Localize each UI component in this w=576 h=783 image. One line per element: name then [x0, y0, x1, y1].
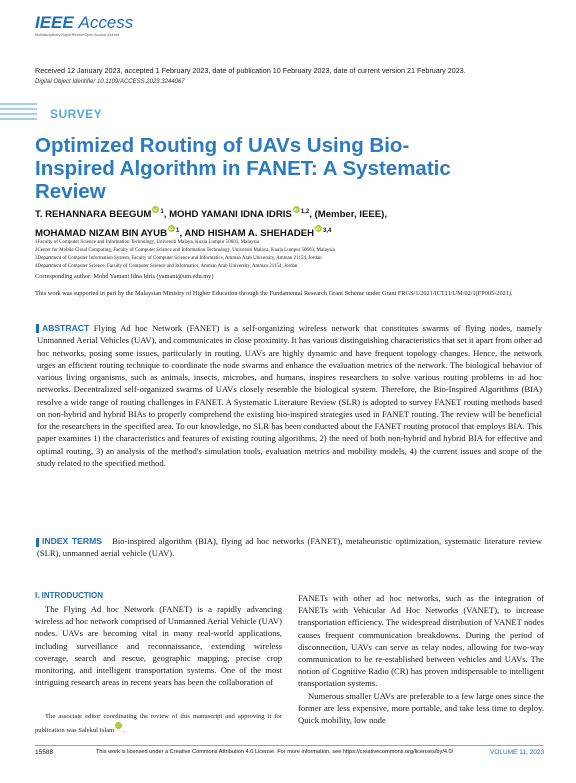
section-heading: I. INTRODUCTION	[35, 591, 103, 600]
body-paragraph: FANETs with other ad hoc networks, such as the integration of FANETs with Vehicular Ad Hoc Networks (VANET), to increase transportation efficiency. The widespread distribution of VANET nodes causes frequent communication breakdowns. During the period of disconnection, UAVs can serve as relay nodes, allowing for two-way communication to be re-established between vehicles and UAVs. The notion of Cognitive Radio (CR) has proven indispensable to intelligent transportation systems.	[298, 593, 544, 689]
license-notice[interactable]: This work is licensed under a Creative Commons Attribution 4.0 License. For more information, see https://creativecommons.org/licenses/by/4.0/	[96, 749, 454, 755]
orcid-icon[interactable]	[168, 225, 175, 232]
article-type-label: SURVEY	[50, 107, 103, 121]
author-membership: , (Member, IEEE),	[309, 209, 388, 221]
doi-line: Digital Object Identifier 10.1109/ACCESS.2023.3244067	[35, 79, 185, 85]
affiliation-item: 2Center for Mobile Cloud Computing, Faculty of Computer Science and Information Technology, Universiti Malaya, Kuala Lumpur 50603, Malaysia	[35, 248, 335, 253]
stripe-decoration	[0, 103, 37, 105]
right-column	[298, 592, 544, 726]
index-terms-heading: INDEX TERMS	[42, 536, 102, 546]
index-terms	[37, 535, 542, 560]
paper-title: Optimized Routing of UAVs Using Bio-Inspired Algorithm in FANET: A Systematic Review	[35, 134, 451, 203]
logo-access-text: Access	[78, 13, 134, 32]
author-affiliation-mark: 1	[176, 228, 180, 235]
body-paragraph: The Flying Ad hoc Network (FANET) is a rapidly advancing wireless ad hoc network comprised of Unmanned Aerial Vehicle (UAV) nodes. UAVs are becoming vital in many real-world applications, including surveillance and reconnaissance, extending wireless coverage, search and rescue, geographic mapping, precise crop monitoring, and intelligent transportation systems. One of the most intriguing research areas in recent years has been the collaboration of	[35, 604, 282, 688]
author-name: MOHAMAD NIZAM BIN AYUB	[35, 228, 167, 240]
affiliation-item: 4Department of Computer Science, Faculty of Computer Science and Informatics, Amman Arab University, Amman 21154, Jordan	[35, 264, 298, 269]
affiliation-list	[35, 239, 535, 271]
volume-label: VOLUME 11, 2023	[490, 749, 545, 756]
abstract-heading: ABSTRACT	[42, 323, 90, 333]
author-affiliation-mark: 3,4	[323, 228, 332, 235]
page-number: 15588	[35, 749, 54, 756]
affiliation-item: 3Department of Computer Information System, Faculty of Computer Science and Informatics, Amman Arab University, Amman 21154, Jordan	[35, 256, 322, 261]
orcid-icon[interactable]	[152, 206, 159, 213]
ieee-access-logo	[35, 13, 134, 40]
index-terms-text: Bio-inspired algorithm (BIA), flying ad hoc networks (FANET), metaheuristic optimization, systematic literature review (SLR), unmanned aerial vehicle (UAV).	[37, 536, 542, 559]
orcid-icon[interactable]	[293, 206, 300, 213]
logo-tagline: Multidisciplinary Rapid Review Open Access Journal	[35, 33, 119, 37]
affiliation-item: 1Faculty of Computer Science and Information Technology, Universiti Malaya, Kuala Lumpur 50603, Malaysia	[35, 240, 260, 245]
corresponding-author: Corresponding author: Mohd Yamani Idna Idris (yamani@um.edu.my)	[35, 273, 214, 280]
received-dates: Received 12 January 2023, accepted 1 February 2023, date of publication 10 February 2023, date of current version 21 February 2023.	[35, 66, 466, 75]
logo-ieee-text: IEEE	[35, 13, 74, 32]
abstract	[37, 322, 542, 469]
footer-divider	[35, 745, 543, 746]
orcid-icon[interactable]	[115, 722, 122, 729]
author-name: AND HISHAM A. SHEHADEH	[184, 228, 315, 240]
editor-footnote: The associate editor coordinating the review of this manuscript and approving it for publication was Salekul IslamiD .	[35, 712, 282, 735]
author-affiliation-mark: 1	[160, 209, 164, 215]
stripe-decoration	[0, 108, 37, 110]
author-list: T. REHANNARA BEEGUMiD $^1$, MOHD YAMANI IDNA IDRISiD $^{1,2}$, (Member, IEEE), MOHAMAD NIZAM BIN AYUBiD $^1$, AND HISHAM A. SHEHADEHiD $^{3,4}$	[35, 204, 415, 242]
author-affiliation-mark: 1,2	[300, 209, 310, 215]
stripe-decoration	[0, 118, 37, 120]
funding-statement: This work was supported in part by the Malaysian Ministry of Higher Education through the Fundamental Research Grant Scheme under Grant FRGS/1/2021/ICT11/UM/02/1(FP005-2021).	[35, 290, 513, 297]
abstract-text: Flying Ad hoc Network (FANET) is a self-organizing wireless network that constitutes swarms of flying nodes, namely Unmanned Aerial Vehicles (UAV), and communicates in close proximity. It has various distinguishing characteristics that set it apart from other ad hoc networks, posing some issues, particularly in routing. UAVs are highly dynamic and have frequent topology changes. Hence, the network urges an efficient routing technique to coordinate the node swarms and enhance the evaluation metrics of the network. The biological behavior of various living organisms, such as animals, insects, microbes, and humans, inspires researchers to solve various routing problems in ad hoc networks. Decentralized self-organized swarms of UAVs closely resemble the biological system. Therefore, the Bio-Inspired Algorithms (BIA) resolve a wide range of routing challenges in FANET. A Systematic Literature Review (SLR) is adopted to survey FANET routing methods based on non-hybrid and hybrid BIAs to properly comprehend the existing bio-inspired strategies used in FANET routing. The review will be beneficial for the researchers in the specified area. To our knowledge, no SLR has been conducted about the FANET routing protocol that employs BIA. This paper examines 1) the characteristics and features of existing routing algorithms, 2) the need of both non-hybrid and hybrid BIA for effective and optimal routing, 3) an analysis of the method's simulation tools, evaluation metrics and mobility models, 4) the current issues and scope of the study related to the specified method.	[37, 323, 542, 468]
left-column	[35, 603, 282, 688]
orcid-icon[interactable]	[315, 225, 322, 232]
author-name: MOHD YAMANI IDNA IDRIS	[169, 209, 292, 221]
author-name: T. REHANNARA BEEGUM	[35, 209, 152, 221]
body-paragraph: Numerous smaller UAVs are preferable to a few large ones since the former are less expensive, more portable, and take less time to deploy. Quick mobility, low node	[298, 690, 544, 726]
stripe-decoration	[0, 113, 37, 115]
footnote-text: The associate editor coordinating the review of this manuscript and approving it for publication was Salekul Islam	[35, 713, 282, 734]
